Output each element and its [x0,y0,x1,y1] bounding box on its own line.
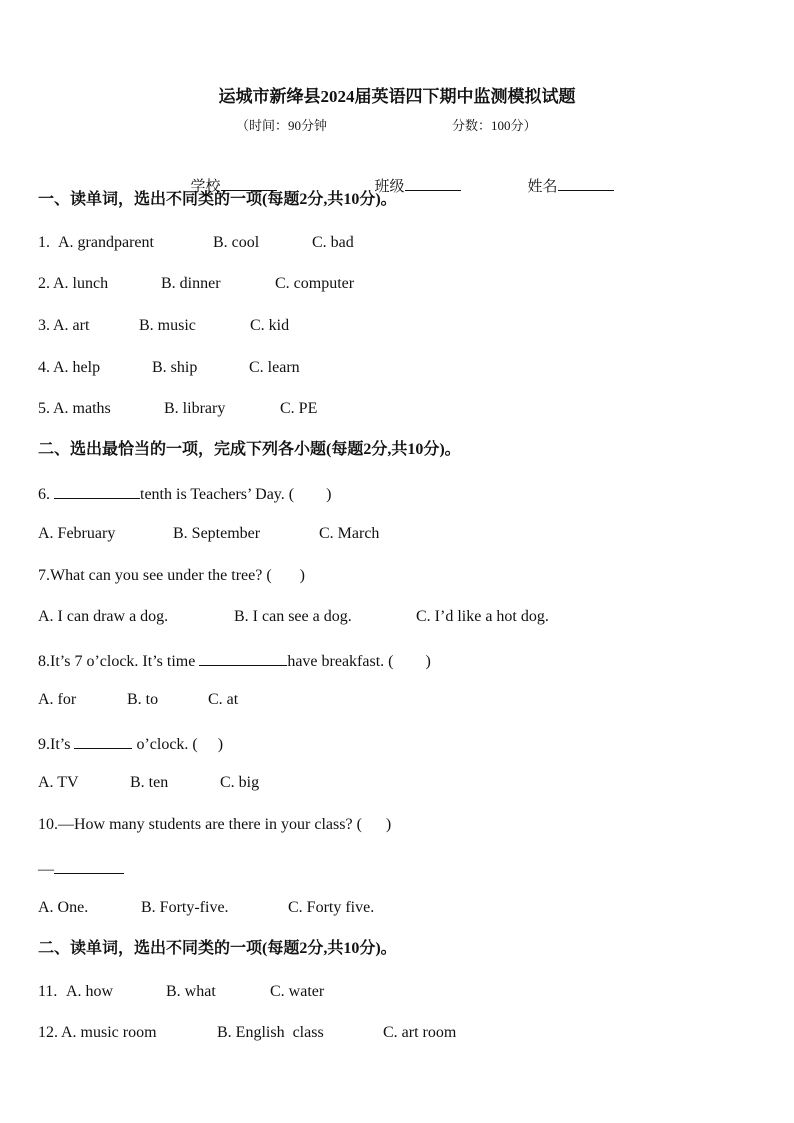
option-a[interactable]: A. I can draw a dog. [38,608,169,625]
option-c[interactable]: C. learn [249,359,300,376]
option-a[interactable]: A. art [53,317,90,334]
option-b[interactable]: B. dinner [161,275,221,292]
question-prefix: 8.It’s 7 o’clock. It’s time [38,653,200,670]
question-number: 1. [38,234,54,251]
answer-blank[interactable] [54,859,124,874]
option-b[interactable]: B. Forty-five. [141,899,229,916]
answer-blank[interactable] [74,734,132,749]
option-c[interactable]: C. bad [312,234,354,251]
question-suffix: tenth is Teachers’ Day. ( ) [140,486,332,503]
section-3-heading: 二、读单词，选出不同类的一项(每题2分,共10分)。 [38,940,397,957]
option-a[interactable]: A. music room [61,1024,157,1041]
name-label: 姓名 [527,179,558,195]
question-number: 11. [38,983,62,1000]
option-b[interactable]: B. music [139,317,196,334]
question-number: 5. [38,400,50,417]
question-number: 3. [38,317,50,334]
answer-line [38,859,124,878]
question-suffix: o’clock. ( ) [132,736,224,753]
question-prefix: 6. [38,486,54,503]
page-title: 运城市新绛县2024届英语四下期中监测模拟试题 [218,87,576,106]
option-c[interactable]: C. March [319,525,380,542]
option-b[interactable]: B. library [164,400,226,417]
class-field [367,161,461,195]
option-a[interactable]: A. help [53,359,101,376]
question-stem [38,651,431,670]
option-a[interactable]: A. how [66,983,114,1000]
option-c[interactable]: C. water [270,983,325,1000]
option-c[interactable]: C. at [208,691,239,708]
option-c[interactable]: C. art room [383,1024,457,1041]
option-c[interactable]: C. computer [275,275,355,292]
question-suffix: have breakfast. ( ) [287,653,431,670]
option-c[interactable]: C. Forty five. [288,899,375,916]
option-a[interactable]: A. One. [38,899,89,916]
exam-time: （时间：90分钟 [236,118,328,133]
section-2-heading: 二、选出最恰当的一项，完成下列各小题(每题2分,共10分)。 [38,441,461,458]
option-a[interactable]: A. TV [38,774,79,791]
option-a[interactable]: A. lunch [53,275,109,292]
option-a[interactable]: A. grandparent [58,234,154,251]
dash-mark: — [38,861,54,878]
option-c[interactable]: C. big [220,774,260,791]
question-number: 12. [38,1024,58,1041]
school-field [183,161,277,195]
question-stem [38,734,223,753]
option-b[interactable]: B. what [166,983,216,1000]
school-blank[interactable] [221,176,277,191]
question-stem: 7.What can you see under the tree? ( ) [38,567,305,584]
option-c[interactable]: C. PE [280,400,318,417]
option-b[interactable]: B. ten [130,774,169,791]
question-prefix: 9.It’s [38,736,75,753]
class-blank[interactable] [405,176,461,191]
answer-blank[interactable] [54,484,140,499]
exam-score: 分数：100分） [452,118,537,133]
option-b[interactable]: B. ship [152,359,198,376]
option-c[interactable]: C. I’d like a hot dog. [416,608,549,625]
option-a[interactable]: A. for [38,691,77,708]
school-label: 学校 [190,179,221,195]
question-stem [38,484,331,503]
option-b[interactable]: B. September [173,525,261,542]
name-blank[interactable] [558,176,614,191]
question-stem: 10.—How many students are there in your class? ( ) [38,816,392,833]
question-number: 4. [38,359,50,376]
option-c[interactable]: C. kid [250,317,290,334]
option-a[interactable]: A. February [38,525,116,542]
question-number: 2. [38,275,50,292]
option-b[interactable]: B. English class [217,1024,324,1041]
name-field [520,161,614,195]
option-b[interactable]: B. cool [213,234,260,251]
answer-blank[interactable] [199,651,287,666]
option-b[interactable]: B. to [127,691,159,708]
option-a[interactable]: A. maths [53,400,111,417]
class-label: 班级 [374,179,405,195]
option-b[interactable]: B. I can see a dog. [234,608,352,625]
section-1-heading: 一、读单词，选出不同类的一项(每题2分,共10分)。 [38,191,397,208]
